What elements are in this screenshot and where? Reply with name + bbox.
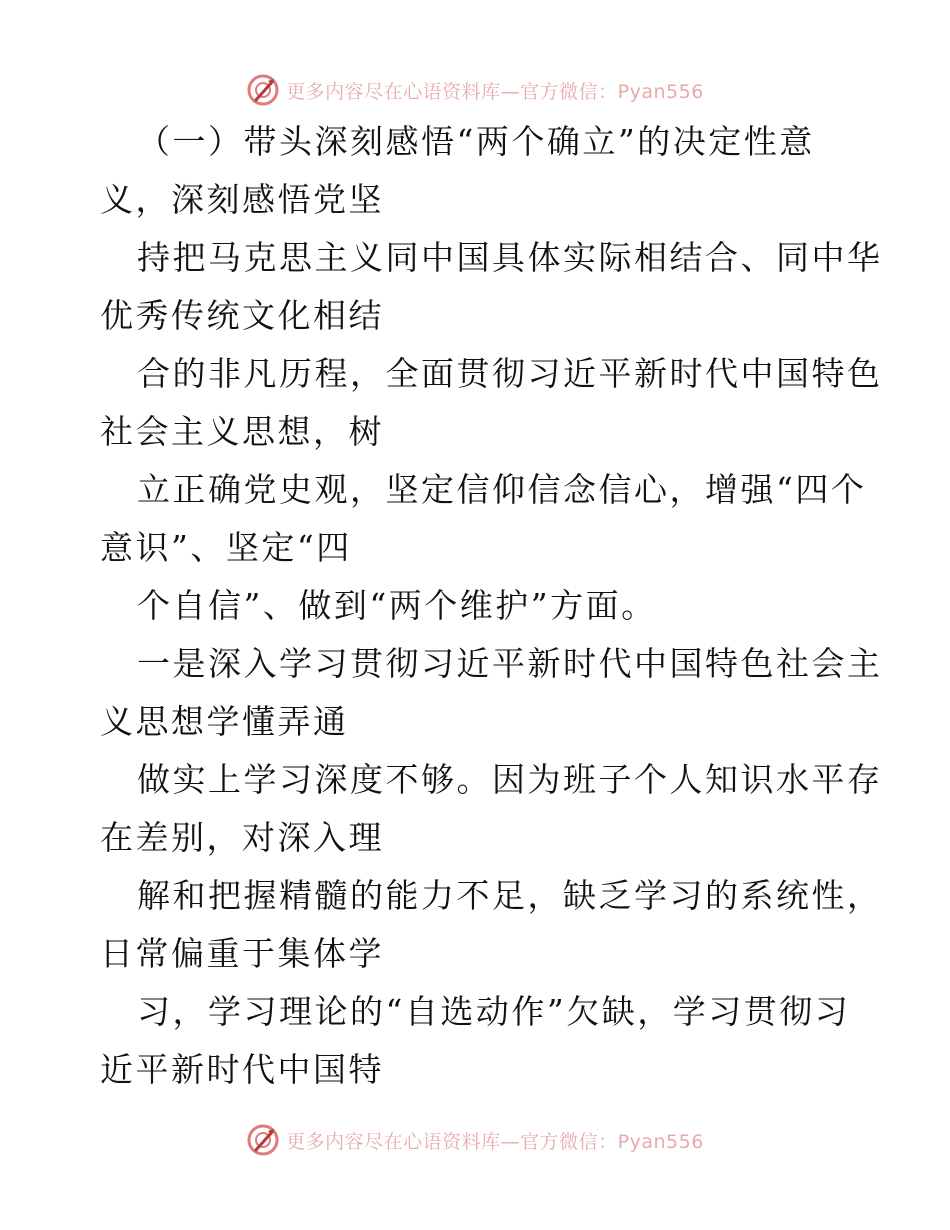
text-line: 义思想学懂弄通	[100, 702, 349, 741]
watermark-text: 更多内容尽在心语资料库—官方微信：Pyan556	[286, 1130, 704, 1153]
text-line: 习，学习理论的“自选动作”欠缺，学习贯彻习	[137, 992, 851, 1031]
text-line: 义，深刻感悟党坚	[100, 180, 384, 219]
text-line: 立正确党史观，坚定信仰信念信心，增强“四个	[137, 470, 867, 509]
text-line: 近平新时代中国特	[100, 1050, 384, 1089]
document-body	[100, 113, 883, 1099]
watermark-text: 更多内容尽在心语资料库—官方微信：Pyan556	[286, 80, 704, 103]
text-line: 日常偏重于集体学	[100, 934, 384, 973]
text-line: 解和把握精髓的能力不足，缺乏学习的系统性，	[137, 876, 883, 915]
text-line: 意识”、坚定“四	[100, 528, 352, 567]
text-line: 合的非凡历程，全面贯彻习近平新时代中国特色	[137, 354, 883, 393]
brand-logo-icon	[246, 73, 280, 107]
text-line: 做实上学习深度不够。因为班子个人知识水平存	[137, 760, 883, 799]
text-line: 一是深入学习贯彻习近平新时代中国特色社会主	[137, 644, 883, 683]
brand-logo-icon	[246, 1123, 280, 1157]
watermark-footer	[0, 1120, 950, 1160]
text-line: 在差别，对深入理	[100, 818, 384, 857]
text-line: 优秀传统文化相结	[100, 296, 384, 335]
text-line: 持把马克思主义同中国具体实际相结合、同中华	[137, 238, 883, 277]
text-line: 个自信”、做到“两个维护”方面。	[137, 586, 657, 625]
text-line: 社会主义思想，树	[100, 412, 384, 451]
watermark-header	[0, 70, 950, 110]
text-line: （一）带头深刻感悟“两个确立”的决定性意	[137, 122, 815, 161]
